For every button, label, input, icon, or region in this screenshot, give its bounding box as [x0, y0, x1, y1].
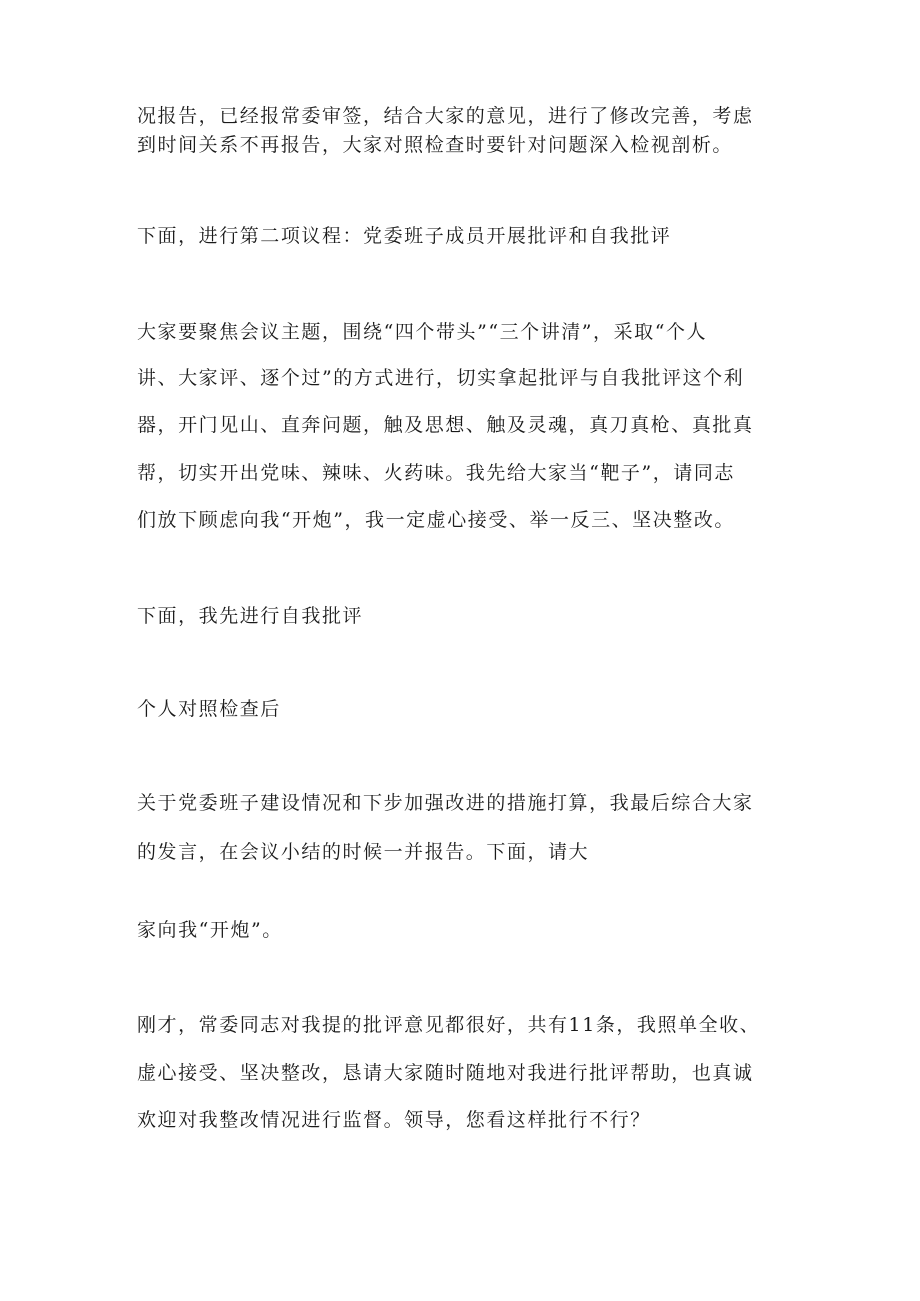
text-line: 帮，切实开出党味、辣味、火药味。我先给大家当“靶子”，请同志: [137, 462, 735, 484]
text-line: 虚心接受、坚决整改，恳请大家随时随地对我进行批评帮助，也真诚: [137, 1062, 754, 1084]
text-line: 下面，我先进行自我批评: [137, 605, 364, 627]
text-line: 欢迎对我整改情况进行监督。领导，您看这样批行不行？: [137, 1109, 651, 1131]
text-line: 到时间关系不再报告，大家对照检查时要针对问题深入检视剖析。: [137, 134, 733, 156]
text-line: 家向我“开炮”。: [137, 919, 283, 941]
text-line: 器，开门见山、直奔问题，触及思想、触及灵魂，真刀真枪、真批真: [137, 414, 754, 436]
text-line: 刚才，常委同志对我提的批评意见都很好，共有11条，我照单全收、: [137, 1014, 761, 1036]
text-line: 况报告，已经报常委审签，结合大家的意见，进行了修改完善，考虑: [137, 105, 754, 127]
text-line: 们放下顾虑向我“开炮”，我一定虚心接受、举一反三、坚决整改。: [137, 509, 735, 531]
text-line: 大家要聚焦会议主题，围绕“四个带头”“三个讲清”，采取“个人: [137, 321, 708, 343]
text-line: 下面，进行第二项议程：党委班子成员开展批评和自我批评: [137, 225, 672, 247]
text-line: 讲、大家评、逐个过”的方式进行，切实拿起批评与自我批评这个利: [137, 367, 745, 389]
text-line: 个人对照检查后: [137, 698, 281, 720]
text-line: 的发言，在会议小结的时候一并报告。下面，请大: [137, 841, 590, 863]
text-line: 关于党委班子建设情况和下步加强改进的措施打算，我最后综合大家: [137, 792, 754, 814]
